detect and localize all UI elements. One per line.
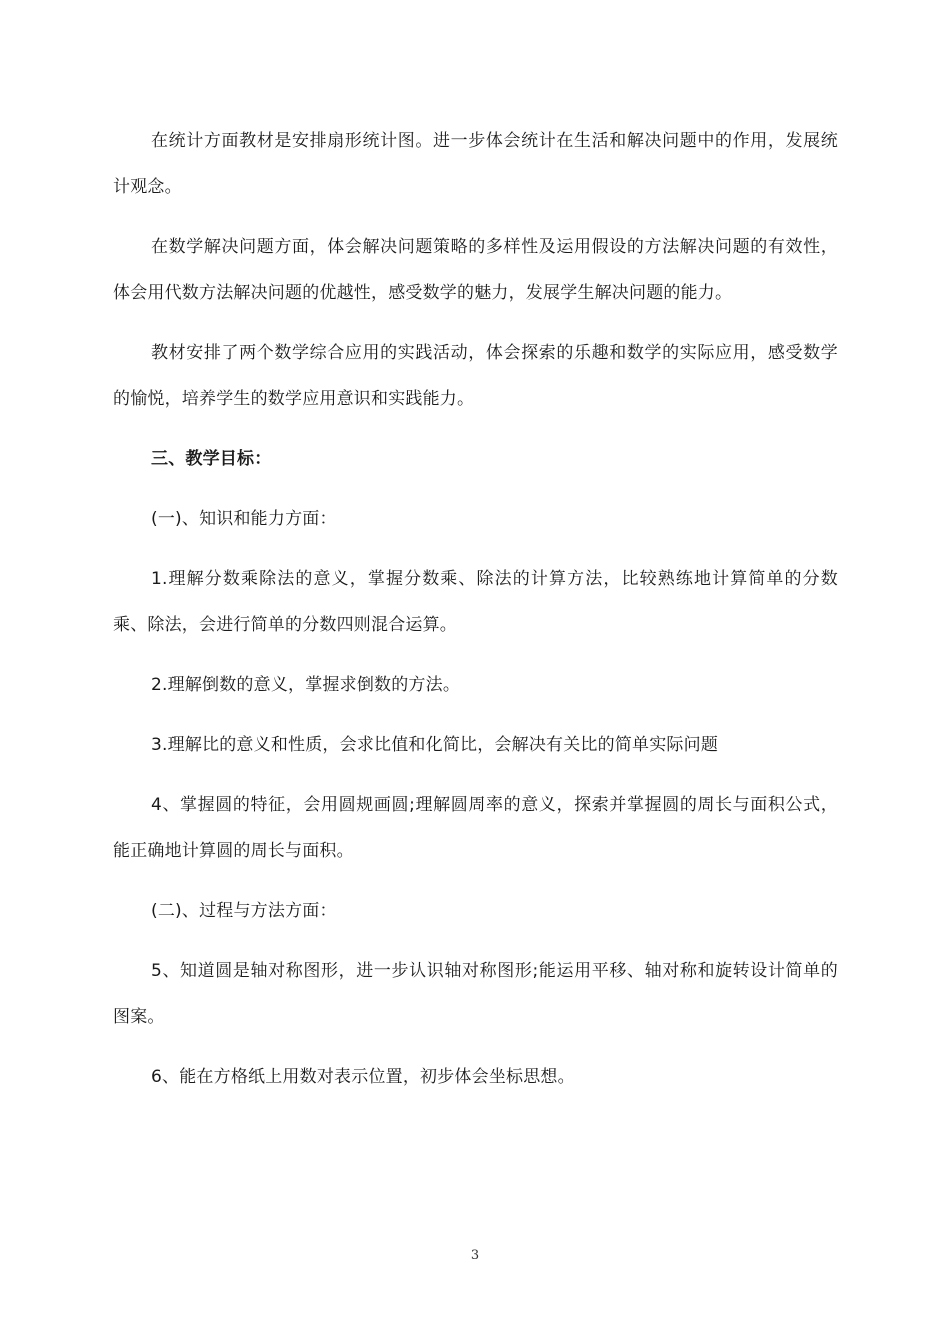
subheading-process-method: (二)、过程与方法方面： — [151, 901, 337, 921]
goal-item-1: 1.理解分数乘除法的意义，掌握分数乘、除法的计算方法，比较熟练地计算简单的分数乘、除法，会进行简单的分数四则混合运算。 — [113, 569, 838, 635]
page-number: 3 — [470, 1248, 480, 1263]
section-heading-teaching-goals: 三、教学目标： — [151, 449, 272, 469]
goal-item-6: 6、能在方格纸上用数对表示位置，初步体会坐标思想。 — [151, 1067, 575, 1087]
paragraph-statistics: 在统计方面教材是安排扇形统计图。进一步体会统计在生活和解决问题中的作用，发展统计观念。 — [113, 131, 838, 197]
goal-item-5: 5、知道圆是轴对称图形，进一步认识轴对称图形;能运用平移、轴对称和旋转设计简单的图案。 — [113, 961, 838, 1027]
goal-item-2: 2.理解倒数的意义，掌握求倒数的方法。 — [151, 675, 461, 695]
document-body — [113, 118, 838, 1114]
subheading-knowledge-ability: (一)、知识和能力方面： — [151, 509, 337, 529]
goal-item-3: 3.理解比的意义和性质，会求比值和化简比，会解决有关比的简单实际问题 — [151, 735, 719, 755]
goal-item-4: 4、掌握圆的特征，会用圆规画圆;理解圆周率的意义，探索并掌握圆的周长与面积公式，能正确地计算圆的周长与面积。 — [113, 795, 838, 861]
paragraph-problem-solving: 在数学解决问题方面，体会解决问题策略的多样性及运用假设的方法解决问题的有效性，体会用代数方法解决问题的优越性，感受数学的魅力，发展学生解决问题的能力。 — [113, 237, 838, 303]
paragraph-practice-activities: 教材安排了两个数学综合应用的实践活动，体会探索的乐趣和数学的实际应用，感受数学的愉悦，培养学生的数学应用意识和实践能力。 — [113, 343, 838, 409]
